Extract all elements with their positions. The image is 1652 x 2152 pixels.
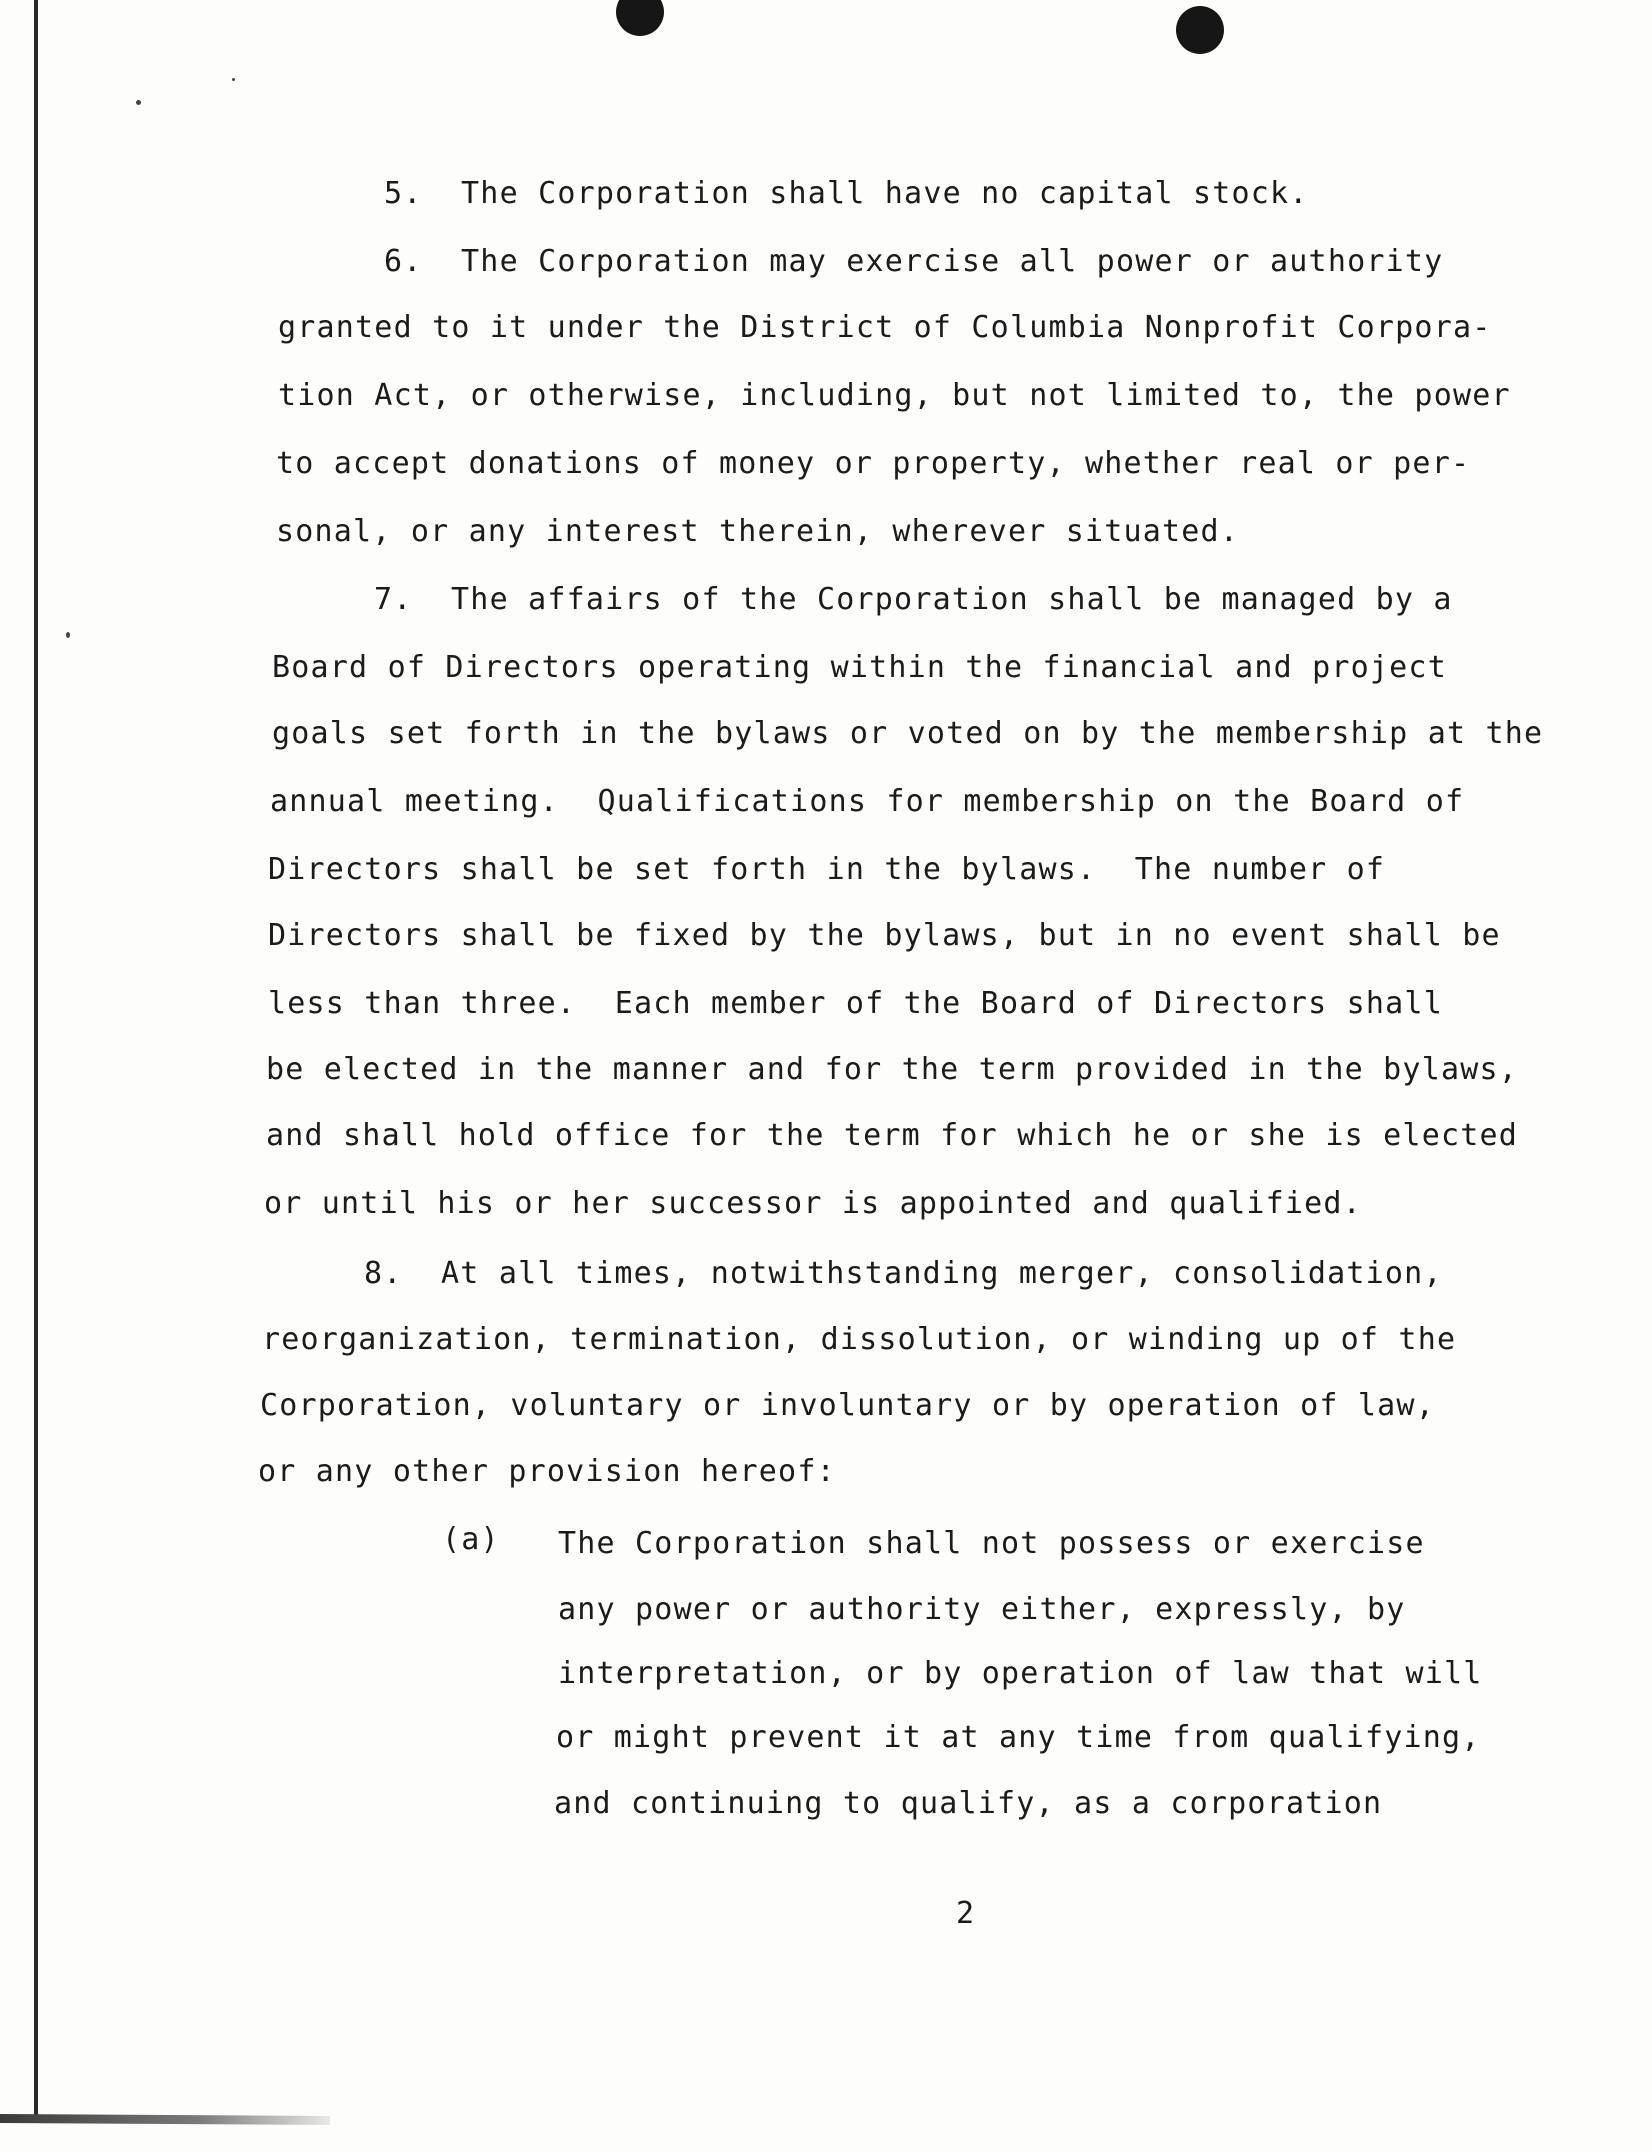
subparagraph-line: or might prevent it at any time from qualifying, [556, 1720, 1481, 1755]
scan-bottom-edge [0, 2114, 330, 2125]
paragraph-line: and shall hold office for the term for which he or she is elected [266, 1118, 1518, 1153]
paragraph-line: Directors shall be fixed by the bylaws, but in no event shall be [268, 918, 1501, 953]
scan-speck [136, 100, 141, 105]
paragraph-line: Corporation, voluntary or involuntary or by operation of law, [260, 1388, 1435, 1423]
subparagraph-line: The Corporation shall not possess or exercise [558, 1526, 1425, 1561]
paragraph-line: sonal, or any interest therein, wherever situated. [276, 514, 1240, 549]
punch-hole-left [616, 0, 664, 36]
paragraph-line: to accept donations of money or property, whether real or per- [276, 446, 1471, 481]
subparagraph-label: (a) [442, 1522, 500, 1557]
paragraph-line: Directors shall be set forth in the bylaws. The number of [268, 852, 1386, 887]
paragraph-line: 5. The Corporation shall have no capital stock. [384, 176, 1309, 211]
paragraph-line: tion Act, or otherwise, including, but not limited to, the power [278, 378, 1511, 413]
paragraph-line: reorganization, termination, dissolution, or winding up of the [262, 1322, 1457, 1357]
paragraph-line: 6. The Corporation may exercise all power or authority [384, 244, 1444, 279]
subparagraph-line: and continuing to qualify, as a corporation [554, 1786, 1383, 1821]
paragraph-line: less than three. Each member of the Board of Directors shall [268, 986, 1443, 1021]
page-number: 2 [956, 1896, 975, 1931]
paragraph-line: or until his or her successor is appointed and qualified. [264, 1186, 1362, 1221]
scan-left-edge [34, 0, 38, 2120]
paragraph-line: goals set forth in the bylaws or voted on by the membership at the [272, 716, 1544, 751]
subparagraph-line: interpretation, or by operation of law that will [558, 1656, 1483, 1691]
paragraph-line: annual meeting. Qualifications for membership on the Board of [270, 784, 1465, 819]
paragraph-line: 7. The affairs of the Corporation shall be managed by a [374, 582, 1453, 617]
subparagraph-line: any power or authority either, expressly, by [558, 1592, 1406, 1627]
paragraph-line: 8. At all times, notwithstanding merger, consolidation, [364, 1256, 1443, 1291]
paragraph-line: granted to it under the District of Columbia Nonprofit Corpora- [278, 310, 1492, 345]
paragraph-line: or any other provision hereof: [258, 1454, 836, 1489]
paragraph-line: Board of Directors operating within the financial and project [272, 650, 1447, 685]
scan-speck [232, 78, 235, 81]
paragraph-line: be elected in the manner and for the term provided in the bylaws, [266, 1052, 1518, 1087]
scan-speck [66, 632, 70, 638]
punch-hole-right [1176, 6, 1224, 54]
